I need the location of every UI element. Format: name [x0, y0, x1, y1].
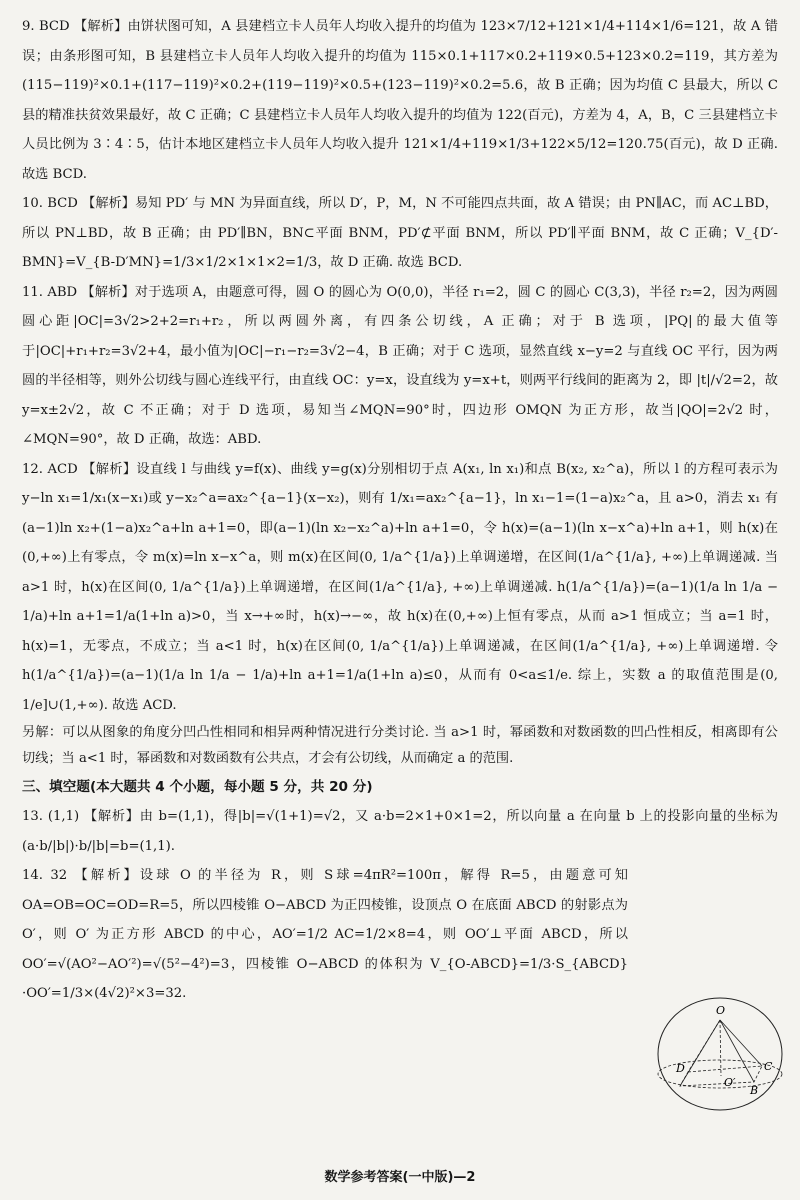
label-o: O [716, 1004, 726, 1017]
answer-q14: 14. 32 【解析】设球 O 的半径为 R，则 S球=4πR²=100π，解得 R=5，由题意可知 OA=OB=OC=OD=R=5，所以四棱锥 O−ABCD 为正四棱锥，设顶点 O 在底面 ABCD 的射影点为 O′，则 O′ 为正方形 ABCD 的中心，AO′=1/2 AC=1/2×8=4，则 OO′⊥平面 ABCD，所以 OO′=√(AO²−AO′²)=√(5²−4²)=3，四棱锥 O−ABCD 的体积为 V_{O-ABCD}=1/3·S_{ABCD}·OO′=1/3×(4√2)²×3=32. [22, 868, 628, 1001]
label-b: B [750, 1084, 759, 1097]
label-o-prime: O′ [724, 1076, 736, 1089]
page-footer: 数学参考答案(一中版)—2 [324, 1170, 476, 1185]
pyramid-height [720, 1020, 721, 1076]
answer-q10: 10. BCD 【解析】易知 PD′ 与 MN 为异面直线，所以 D′，P，M，N 不可能四点共面，故 A 错误；由 PN∥AC，而 AC⊥BD，所以 PN⊥BD，故 B 正确；由 PD′∥BN，BN⊂平面 BNM，PD′⊄平面 BNM，所以 PD′∥平面 BNM，故 C 正确；V_{D′-BMN}=V_{B-D′MN}=1/3×1/2×1×1×2=1/3，故 D 正确. 故选 BCD. [22, 196, 778, 270]
sphere-pyramid-figure [650, 992, 790, 1112]
section-heading-fill-blank: 三、填空题(本大题共 4 个小题，每小题 5 分，共 20 分) [22, 779, 373, 795]
answer-q9: 9. BCD 【解析】由饼状图可知，A 县建档立卡人员年人均收入提升的均值为 123×7/12+121×1/4+114×1/6=121，故 A 错误；由条形图可知，B 县建档立卡人员年人均收入提升的均值为 115×0.1+117×0.2+119×0.5+123×0.2=119，其方差为(115−119)²×0.1+(117−119)²×0.2+(119−119)²×0.5+(123−119)²×0.2=5.6，故 B 正确；因为均值 C 县最大，所以 C 县的精准扶贫效果最好，故 C 正确；C 县建档立卡人员年人均收入提升的均值为 122(百元)，方差为 4，A，B，C 三县建档立卡人员比例为 3∶4∶5，估计本地区建档立卡人员年人均收入提升 121×1/4+119×1/3+122×5/12=120.75(百元)，故 D 正确. 故选 BCD. [22, 19, 778, 182]
answer-q12: 12. ACD 【解析】设直线 l 与曲线 y=f(x)、曲线 y=g(x)分别相切于点 A(x₁, ln x₁)和点 B(x₂, x₂^a)，所以 l 的方程可表示为 y−ln x₁=1/x₁(x−x₁)或 y−x₂^a=ax₂^{a−1}(x−x₂)，则有 1/x₁=ax₂^{a−1}，ln x₁−1=(1−a)x₂^a，且 a>0，消去 x₁ 有(a−1)ln x₂+(1−a)x₂^a+ln a+1=0，即(a−1)(ln x₂−x₂^a)+ln a+1=0，令 h(x)=(a−1)(ln x−x^a)+ln a+1，则 h(x)在(0,+∞)上有零点，令 m(x)=ln x−x^a，则 m(x)在区间(0, 1/a^{1/a})上单调递增，在区间(1/a^{1/a}, +∞)上单调递减. 当 a>1 时，h(x)在区间(0, 1/a^{1/a})上单调递增，在区间(1/a^{1/a}, +∞)上单调递减. h(1/a^{1/a})=(a−1)(1/a ln 1/a − 1/a)+ln a+1=1/a(1+ln a)>0，当 x→+∞时，h(x)→−∞，故 h(x)在(0,+∞)上恒有零点，从而 a>1 恒成立；当 a=1 时，h(x)=1，无零点，不成立；当 a<1 时，h(x)在区间(0, 1/a^{1/a})上单调递减，在区间(1/a^{1/a}, +∞)上单调递增. 令 h(1/a^{1/a})=(a−1)(1/a ln 1/a − 1/a)+ln a+1=1/a(1+ln a)≤0，从而有 0<a≤1/e. 综上，实数 a 的取值范围是(0, 1/e]∪(1,+∞). 故选 ACD. [22, 461, 778, 713]
label-d: D [676, 1062, 685, 1075]
answer-q12-alt: 另解：可以从图象的角度分凹凸性相同和相异两种情况进行分类讨论. 当 a>1 时，幂函数和对数函数的凹凸性相反，相离即有公切线；当 a<1 时，幂函数和对数函数有公共点，才会有公切线，从而确定 a 的范围. [22, 725, 778, 766]
label-c: C [764, 1060, 773, 1073]
answer-q11: 11. ABD 【解析】对于选项 A，由题意可得，圆 O 的圆心为 O(0,0)，半径 r₁=2，圆 C 的圆心 C(3,3)，半径 r₂=2，因为两圆圆心距|OC|=3√2>2+2=r₁+r₂，所以两圆外离，有四条公切线，A 正确；对于 B 选项，|PQ|的最大值等于|OC|+r₁+r₂=3√2+4，最小值为|OC|−r₁−r₂=3√2−4，B 正确；对于 C 选项，显然直线 x−y=2 与直线 OC 平行，因为两圆的半径相等，则外公切线与圆心连线平行，由直线 OC：y=x，设直线为 y=x+t，则两平行线间的距离为 2，即 |t|/√2=2，故 y=x±2√2，故 C 不正确；对于 D 选项，易知当∠MQN=90°时，四边形 OMQN 为正方形，故当|QO|=2√2 时，∠MQN=90°，故 D 正确，故选：ABD. [22, 284, 778, 447]
answer-q13: 13. (1,1) 【解析】由 b=(1,1)，得|b|=√(1+1)=√2，又 a·b=2×1+0×1=2，所以向量 a 在向量 b 上的投影向量的坐标为(a·b/|b|)·b/|b|=b=(1,1). [22, 809, 779, 854]
pyramid-edge-ob [720, 1020, 754, 1082]
